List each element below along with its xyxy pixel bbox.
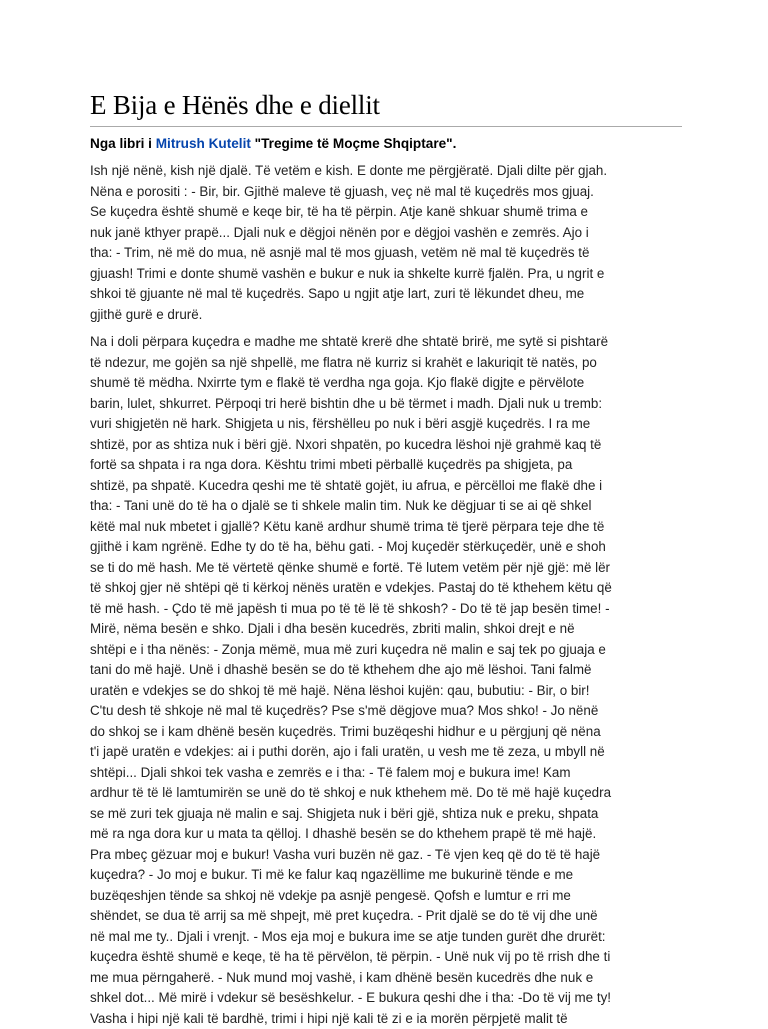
text-line: Pra mbeç gëzuar moj e bukur! Vasha vuri buzën në gaz. - Të vjen keq që do të të hajë: [90, 845, 682, 866]
text-line: Mirë, nëma besën e shko. Djali i dha besën kucedrës, zbriti malin, shkoi drejt e në: [90, 619, 682, 640]
text-line: Nëna e porositi : - Bir, bir. Gjithë maleve të gjuash, veç në mal të kuçedrës mos gjuaj.: [90, 182, 682, 203]
page-title: E Bija e Hënës dhe e diellit: [90, 88, 682, 127]
text-line: barin, lulet, shkurret. Përpoqi tri herë bishtin dhe u bë tërmet i madh. Djali nuk u tremb:: [90, 394, 682, 415]
text-line: shëndet, se dua të arrij sa më shpejt, më pret kuçedra. - Prit djalë se do të vij dhe unë: [90, 906, 682, 927]
text-line: Ish një nënë, kish një djalë. Të vetëm e kish. E donte me përgjëratë. Djali dilte për gjah.: [90, 161, 682, 182]
text-line: shkel dot... Më mirë i vdekur së besëshkelur. - E bukura qeshi dhe i tha: -Do të vij me ty!: [90, 988, 682, 1009]
text-line: t'i japë uratën e vdekjes: ai i puthi dorën, ajo i fali uratën, u vesh me të zeza, u mbyll në: [90, 742, 682, 763]
text-line: ardhur të të lë lamtumirën se unë do të shkoj e nuk kthehem më. Do të më hajë kuçedra: [90, 783, 682, 804]
article-body: [90, 161, 682, 1029]
text-line: vuri shigjetën në hark. Shigjeta u nis, fërshëlleu po nuk i bëri asgjë kuçedrës. I ra me: [90, 414, 682, 435]
paragraph: [90, 161, 682, 325]
text-line: me mua përngaherë. - Nuk mund moj vashë, i kam dhënë besën kucedrës dhe nuk e: [90, 968, 682, 989]
text-line: se më zuri tek gjuaja në malin e saj. Shigjeta nuk i bëri gjë, shtiza nuk e preku, shpata: [90, 804, 682, 825]
text-line: tha: - Trim, në më do mua, në asnjë mal të mos gjuash, vetëm në mal të kuçedrës të: [90, 243, 682, 264]
text-line: C'tu desh të shkoje në mal të kuçedrës? Pse s'më dëgjove mua? Mos shko! - Jo nënë: [90, 701, 682, 722]
text-line: të më hash. - Çdo të më japësh ti mua po të të lë të shkosh? - Do të të jap besën time! -: [90, 599, 682, 620]
text-line: nuk janë kthyer prapë... Djali nuk e dëgjoi nënën por e dëgjoi vashën e zemrës. Ajo i: [90, 223, 682, 244]
text-line: tani do më hajë. Unë i dhashë besën se do të kthehem dhe ajo më lëshoi. Tani falmë: [90, 660, 682, 681]
text-line: shtizë, pa shpatë. Kucedra qeshi me të shtatë gojët, iu afrua, e përcëlloi me flakë dhe i: [90, 476, 682, 497]
book-title: "Tregime të Moçme Shqiptare".: [251, 136, 457, 151]
text-line: këtë mal nuk mbetet i gjallë? Këtu kanë ardhur shumë trima të tjerë përpara teje dhe të: [90, 517, 682, 538]
text-line: tha: - Tani unë do të ha o djalë se ti shkele malin tim. Nuk ke dëgjuar ti se ai që shkel: [90, 496, 682, 517]
text-line: shtëpi e i tha nënës: - Zonja mëmë, mua më zuri kuçedra në malin e saj tek po gjuaja e: [90, 640, 682, 661]
text-line: shumë të mëdha. Nxirrte tym e flakë të verdha nga goja. Kjo flakë digjte e përvëlote: [90, 373, 682, 394]
text-line: gjithë gurë e drurë.: [90, 305, 682, 326]
article: [90, 88, 682, 1029]
text-line: do shkoj se i kam dhënë besën kuçedrës. Trimi buzëqeshi hidhur e u përgjunj që nëna: [90, 722, 682, 743]
source-line: [90, 134, 682, 154]
text-line: uratën e vdekjes se do shkoj të më hajë. Nëna lëshoi kujën: qau, bubutiu: - Bir, o bir!: [90, 681, 682, 702]
text-line: gjuash! Trimi e donte shumë vashën e bukur e nuk ia shkelte kurrë fjalën. Pra, u ngrit e: [90, 264, 682, 285]
author-link[interactable]: Mitrush Kutelit: [156, 136, 251, 151]
text-line: se ti do më hash. Me të vërtetë qënke shumë e fortë. Të lutem vetëm për një gjë: më lër: [90, 558, 682, 579]
source-prefix: Nga libri i: [90, 136, 156, 151]
text-line: Vasha i hipi një kali të bardhë, trimi i hipi një kali të zi e ia morën përpjetë malit të: [90, 1009, 682, 1029]
text-line: të ndezur, me gojën sa një shpellë, me flatra në kurriz si krahët e lakuriqit të natës, po: [90, 353, 682, 374]
text-line: në mal me ty.. Djali i vrenjt. - Mos eja moj e bukura ime se atje tunden gurët dhe drurët:: [90, 927, 682, 948]
text-line: shkoi të gjuante në mal të kuçedrës. Sapo u ngjit atje lart, zuri të lëkundet dheu, me: [90, 284, 682, 305]
text-line: shtëpi... Djali shkoi tek vasha e zemrës e i tha: - Të falem moj e bukura ime! Kam: [90, 763, 682, 784]
text-line: kuçedra? - Jo moj e bukur. Ti më ke falur kaq ngazëllime me bukurinë tënde e me: [90, 865, 682, 886]
text-line: më ra nga dora kur u mata ta qëlloj. I dhashë besën se do kthehem prapë të më hajë.: [90, 824, 682, 845]
text-line: fortë sa shpata i ra nga dora. Kështu trimi mbeti përballë kuçedrës pa shigjeta, pa: [90, 455, 682, 476]
text-line: kuçedra është shumë e keqe, të ha të përvëlon, të përpin. - Unë nuk vij po të rrish dhe ti: [90, 947, 682, 968]
text-line: Na i doli përpara kuçedra e madhe me shtatë krerë dhe shtatë brirë, me sytë si pishtarë: [90, 332, 682, 353]
text-line: gjithë i kam ngrënë. Edhe ty do të ha, bëhu gati. - Moj kuçedër stërkuçedër, unë e shoh: [90, 537, 682, 558]
text-line: Se kuçedra është shumë e keqe bir, të ha të përpin. Atje kanë shkuar shumë trima e: [90, 202, 682, 223]
paragraph: [90, 332, 682, 1029]
text-line: shtizë, por as shtiza nuk i bëri gjë. Nxori shpatën, po kucedra lëshoi një grahmë kaq të: [90, 435, 682, 456]
text-line: të shkoj gjer në shtëpi që ti kërkoj nënës uratën e vdekjes. Pastaj do të kthehem këtu që: [90, 578, 682, 599]
text-line: buzëqeshjen tënde sa shkoj në vdekje pa asnjë pengesë. Qofsh e lumtur e rri me: [90, 886, 682, 907]
